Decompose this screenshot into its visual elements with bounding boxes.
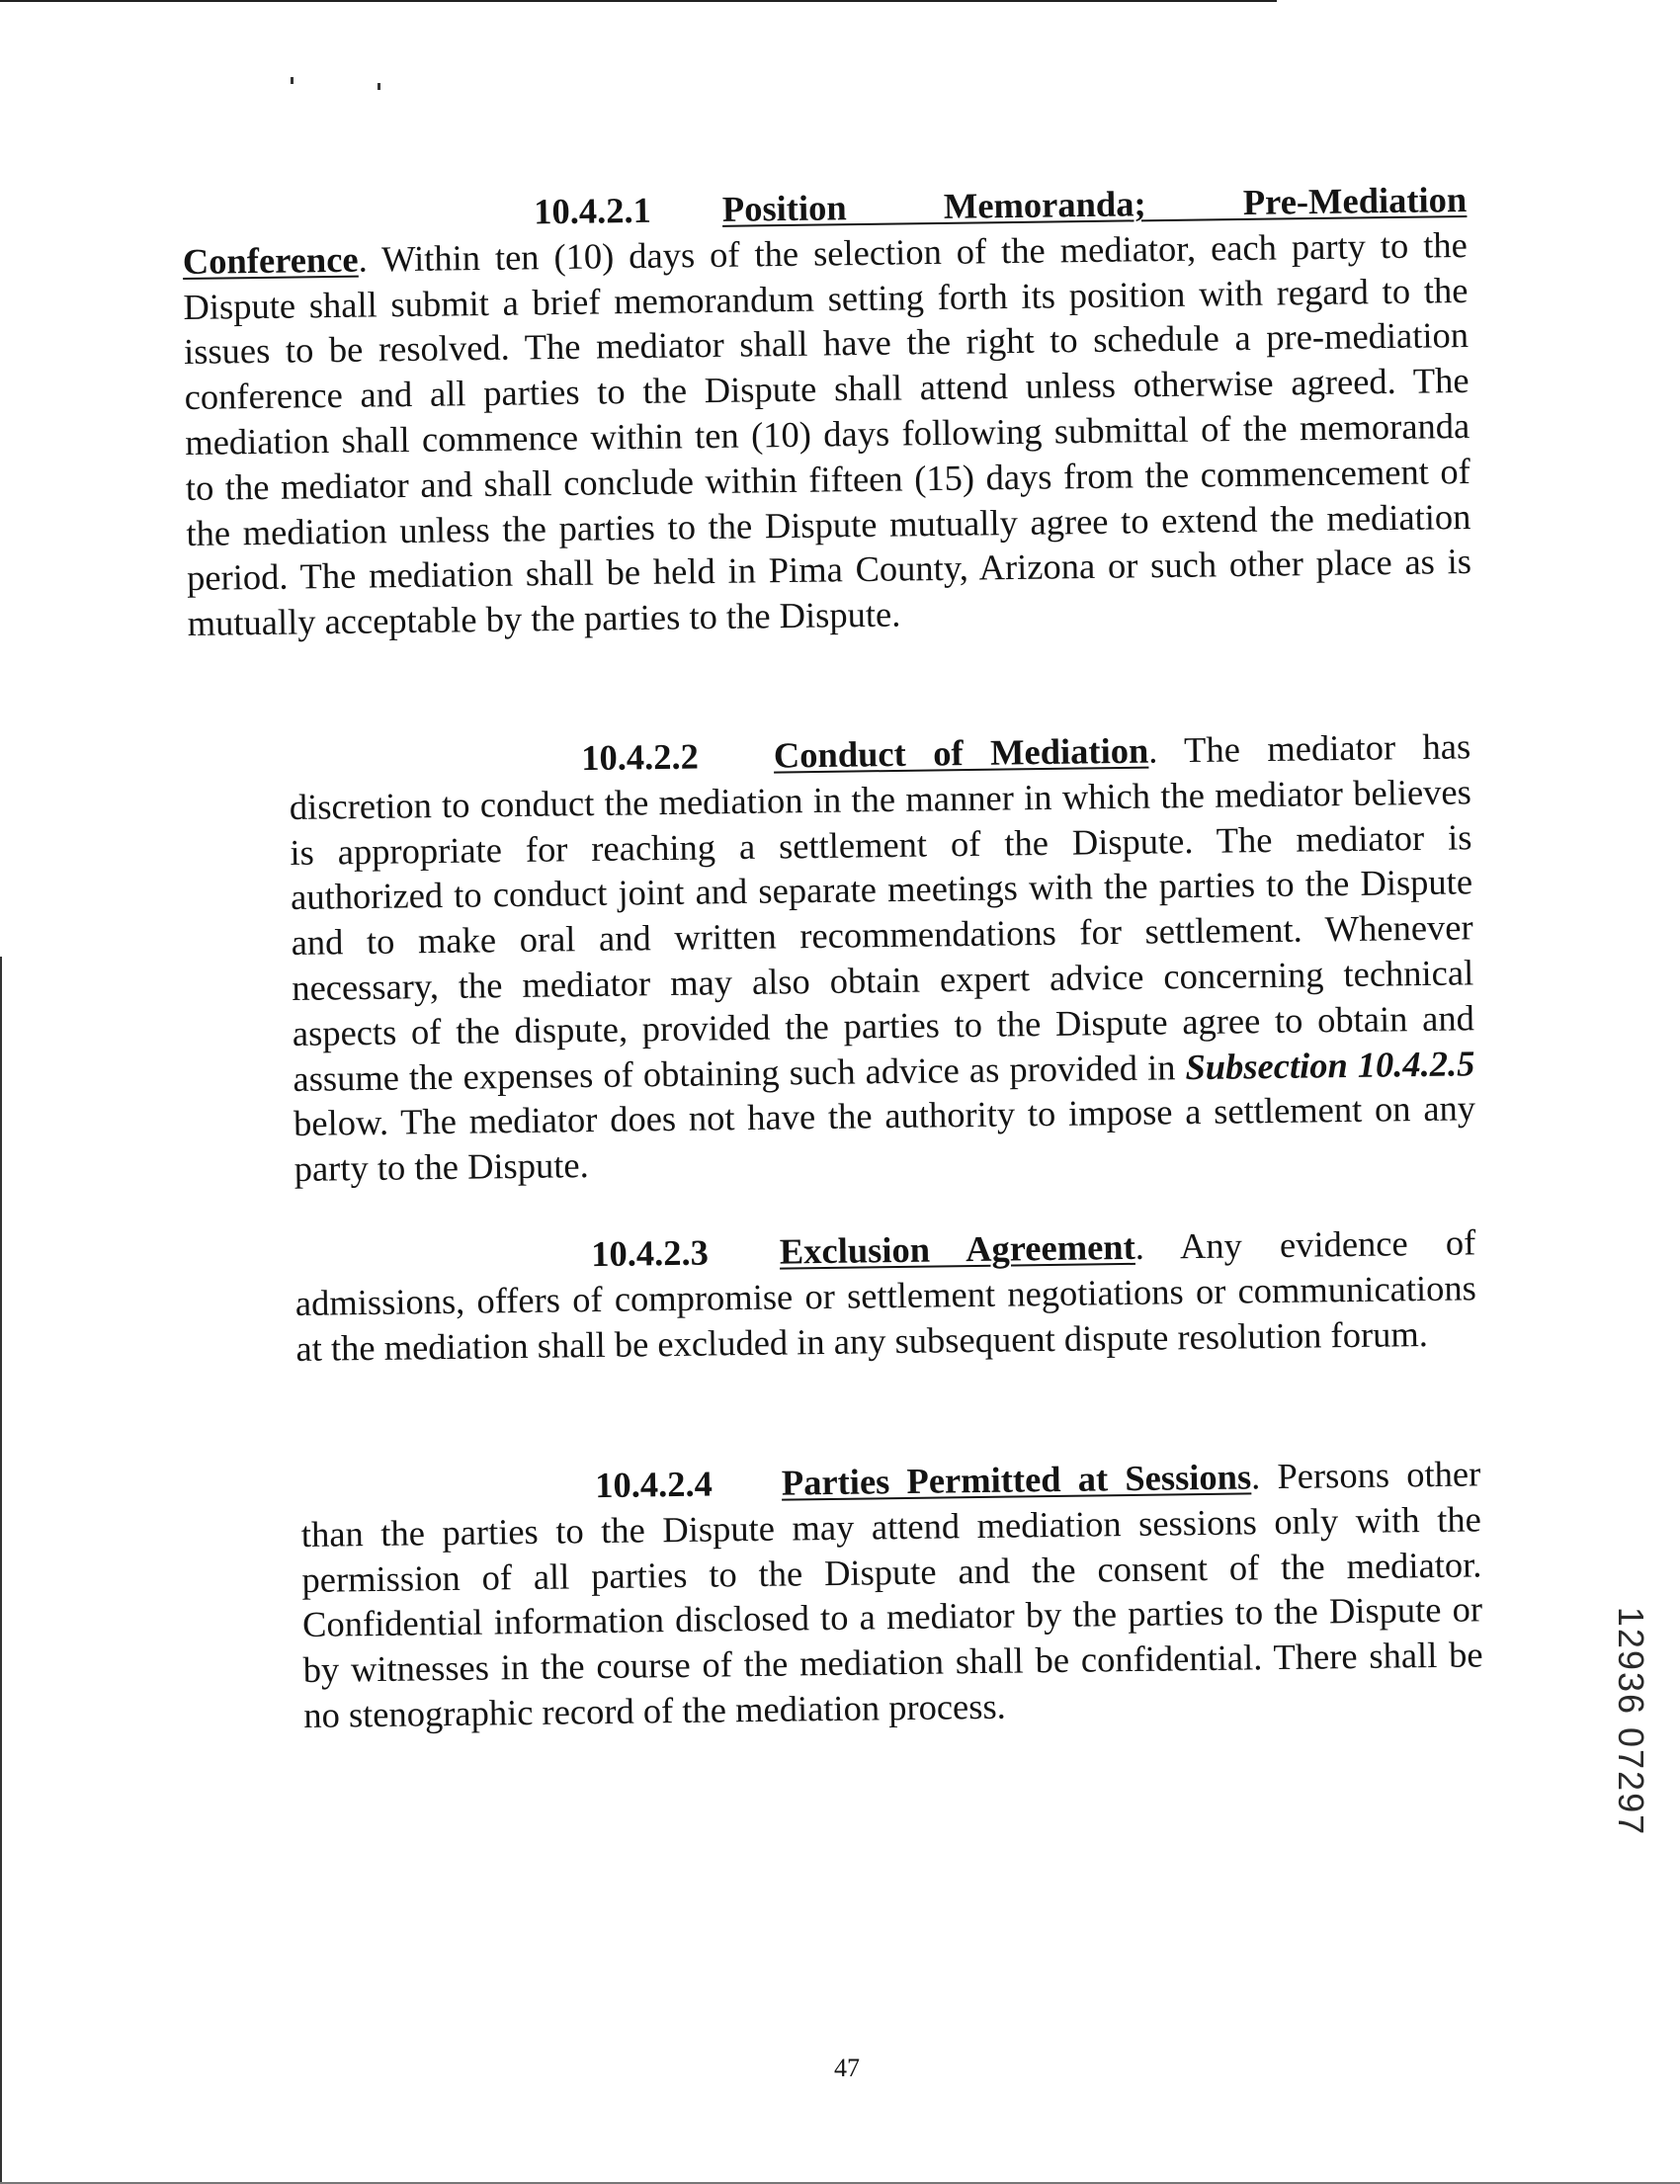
bates-stamp xyxy=(1611,1588,1650,1855)
scan-top-edge xyxy=(0,0,1277,2)
section-10-4-2-4 xyxy=(300,1451,1483,1737)
scan-left-edge xyxy=(0,957,2,2184)
section-body: . Persons other than the parties to the Dispute may attend mediation sessions only with the permission of all parties to the Dispute and the consent of the mediator. Confidential information disclosed to a mediator by the parties to the Dispute or by witnesses in the course of the mediation shall be confidential. There shall be no stenographic record of the mediation process. xyxy=(300,1453,1483,1735)
section-title: Exclusion Agreement xyxy=(779,1225,1135,1272)
section-body: . Any evidence of admissions, offers of compromise or settlement negotiations or communications at the mediation shall be excluded in any subsequent dispute resolution forum. xyxy=(294,1221,1477,1369)
section-number: 10.4.2.1 xyxy=(533,189,652,232)
section-body: . Within ten (10) days of the selection of the mediator, each party to the Dispute shall submit a brief memorandum setting forth its position with regard to the issues to be resolved. The mediator shall have the right to schedule a pre-mediation conference and all parties to the Dispute shall attend unless otherwise agreed. The mediation shall commence within ten (10) days following submittal of the memoranda to the mediator and shall conclude within fifteen (15) days from the commencement of the mediation unless the parties to the Dispute mutually agree to extend the mediation period. The mediation shall be held in Pima County, Arizona or such other place as is mutually acceptable by the parties to the Dispute. xyxy=(183,223,1472,644)
section-title: Parties Permitted at Sessions xyxy=(781,1456,1252,1503)
section-title: Position Memoranda; Pre-Mediation Conference xyxy=(182,178,1468,282)
subsection-reference: Subsection 10.4.2.5 xyxy=(1185,1042,1475,1087)
bates-number: 12936 07297 xyxy=(1611,1606,1651,1837)
section-number: 10.4.2.2 xyxy=(581,735,700,779)
section-10-4-2-2 xyxy=(289,723,1476,1192)
section-title: Conduct of Mediation xyxy=(773,729,1149,776)
section-10-4-2-3 xyxy=(294,1219,1477,1371)
section-body: . The mediator has discretion to conduct the mediation in the manner in which the mediator believes is appropriate for reaching a settlement of the Dispute. The mediator is authorized to conduct joint and separate meetings with the parties to the Dispute and to make oral and written recommendations for settlement. Whenever necessary, the mediator may also obtain expert advice concerning technical aspects of the dispute, provided the parties to the Dispute agree to obtain and assume the expenses of obtaining such advice as provided in xyxy=(289,725,1475,1099)
section-body-end: below. The mediator does not have the authority to impose a settlement on any party to the Dispute. xyxy=(293,1087,1476,1190)
section-number: 10.4.2.4 xyxy=(595,1463,714,1506)
section-10-4-2-1 xyxy=(182,177,1472,646)
page-number: 47 xyxy=(834,2054,860,2082)
scan-specks xyxy=(289,75,387,95)
section-number: 10.4.2.3 xyxy=(591,1231,710,1275)
